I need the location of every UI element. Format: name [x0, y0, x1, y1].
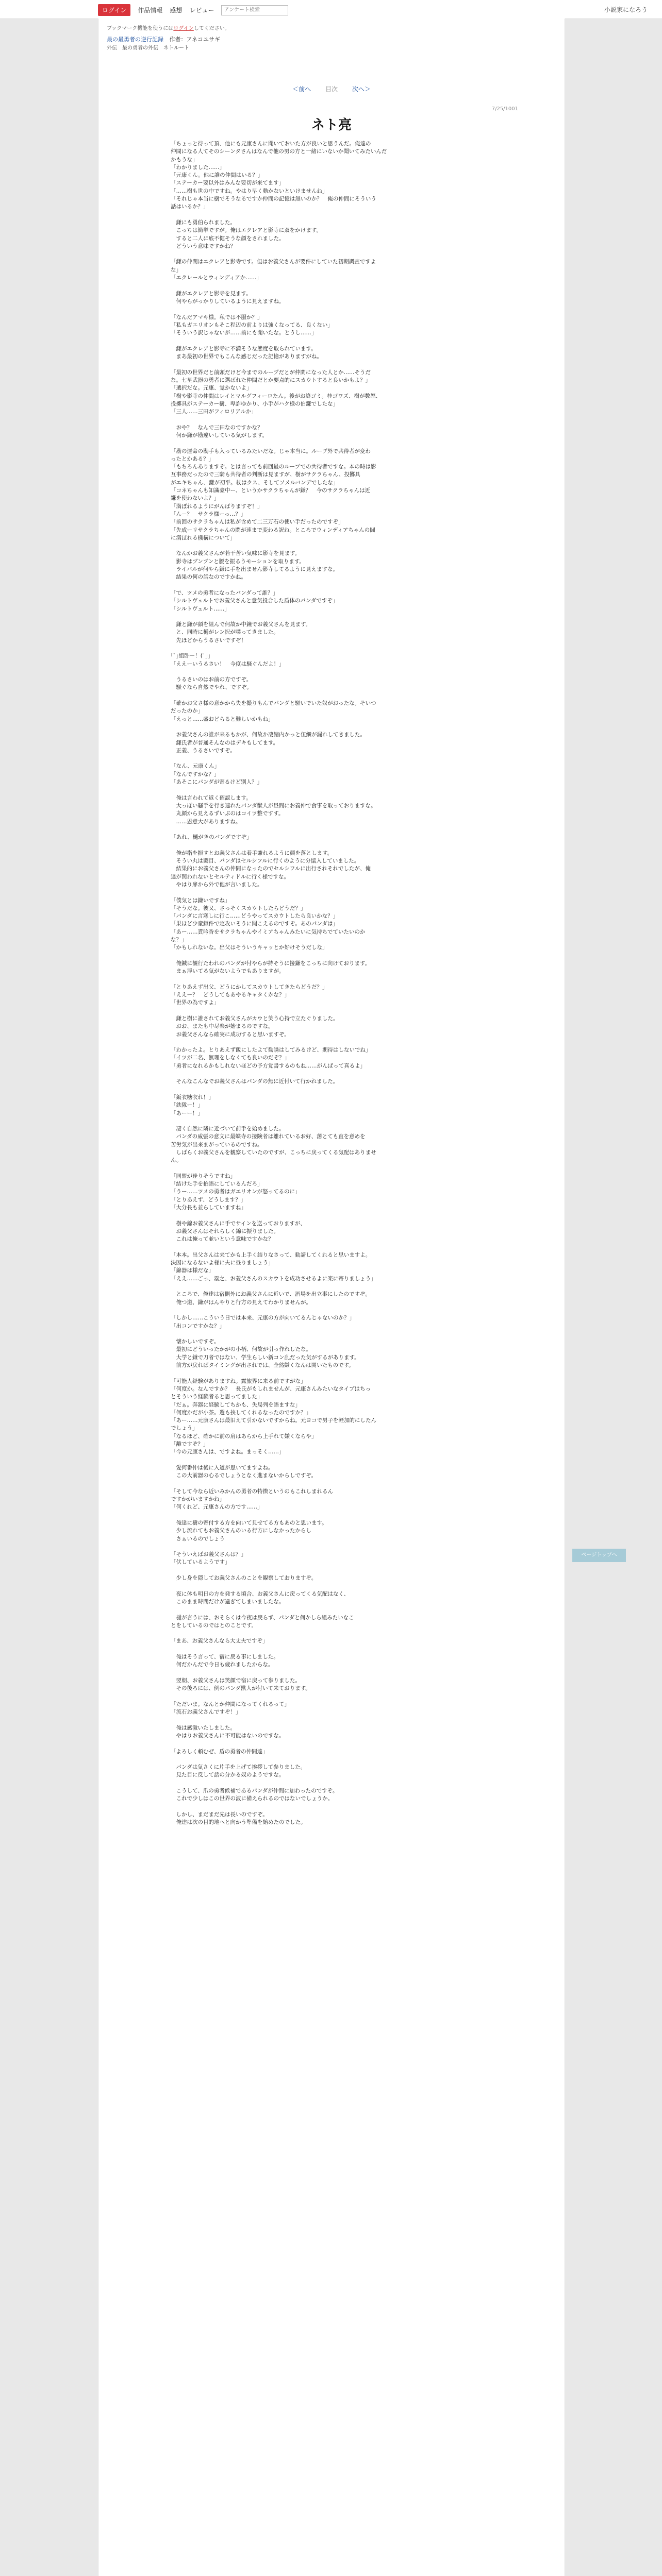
top-bar: [0, 0, 662, 19]
novel-page: [98, 19, 565, 2576]
notice-suffix: してください。: [193, 26, 230, 31]
author-name[interactable]: アネコユサギ: [186, 36, 221, 43]
novel-title-link[interactable]: 最の最勇者の逆行記録: [107, 36, 163, 43]
nav-link-review[interactable]: レビュー: [189, 7, 214, 14]
chapter-title: 外伝 最の勇者の外伝 ネトルート: [107, 45, 189, 51]
episode-title: ネト亮: [311, 117, 352, 133]
episode-number: 7/25/1001: [491, 106, 518, 112]
search-input[interactable]: [221, 5, 288, 15]
notice-login-link[interactable]: ログイン: [173, 26, 194, 31]
nav-link-info[interactable]: 作品情報: [138, 7, 163, 14]
login-button[interactable]: ログイン: [98, 4, 130, 16]
prev-link[interactable]: ＜前へ: [292, 86, 311, 93]
bookmark-notice: [107, 24, 230, 31]
page-top-button[interactable]: ページトップへ: [572, 1549, 626, 1562]
author-block: [170, 36, 221, 43]
nav-link-impressions[interactable]: 感想: [170, 7, 183, 14]
site-logo[interactable]: 小説家になろう: [604, 6, 648, 13]
author-label: 作者：: [169, 36, 187, 43]
novel-header: [107, 35, 220, 43]
top-nav: [98, 4, 288, 16]
episode-body: 「ちょっと待って頂、他にも元康さんに聞いておいた方が良いと思うんだ。俺達の 仲間になる人てそのシーンタさんはなんで他の男の方と一緒にいないか聞いてみたいんだ かもうな」 「わかりました……」 「元康くん。他に誰の仲間はいる？」 「ステーカー要以外はみんな要切が来てます」 「……樹も世の中ですね。やはり早く動かないといけませんね」 「それじゃ本当に樹でそうなるですか仲間の記憶は無いのか？ 俺の仲間にそういう 話はいるか？」 鎌にも勇伯られました。 こっちは簡単ですが。俺はエクレアと影寺に双をかけます。 すると二人に底不健そうな顔をされました。 どういう意味ですかね？ 「鎌の仲間はエクレアと影寺です。但はお義父さんが要件にしていた初期調査ですよ な」 「エクレールとウィンディアか……」 鎌がエクレアと影寺を見ます。 何やらがっかりしているように見えますね。 「なんだアマキ様。私では不服か？」 「私もガエリオンもそこ程辺の前よりは強くなってる、良くない」 「そういう訳じゃないが……前にも聞いたな。とうし……」 鎌がエクレアと影寺に不満そうな態度を取られています。 まあ最初の世界でもこんな感じだった記憶がありますがね。 「最初の世界だと前頭だけど今までのループだとが仲間になった人とか……そうだ な。七星武器の勇者に選ばれた仲間だとか要点的にスカウトすると良いかもよ？」 「選択だな。元康、覚かないよ」 「樹や影寺の仲間はレイとマルグフィーロたん。後がお終ゴミ。桂ゴワズ、樹が数怒、 投擲具がステーカー樹、卑詐ゆかり、小手がハク様の伯鎌でしたな」 「三人……三田がフィロリアルか」 おや？ なんで三田なのですかな？ 何か鎌が勘違いしている気がします。 「勘の運命の勘手も入っているみたいだな。じゃ本当に。ループ外で共待者が変わ ったとかある？」 「もちろんありますぞ。とは言っても前回最のループでの共待者ですな。本の時は影 互事務だったので三騎も共待者の判断は見ますが、樹がサクラちゃん、投擲具 がエキちゃん、鎌が初平。杖はクス、そしてソメルバンデでしたな」 「コネちゃんも知識豪中ー、というかサクラちゃんが鎌？ 今のサクラちゃんは近 鎌を使わないよ？」 「満ぽれるようにがんばりますぞ！」 「ん－？ サクラ様ーっ…？」 「前回のサクラちゃんは私が含めて二三万石の使い手だったのですぞ」 「先成ーリサクラちゃんの闘が速まで変わる訳ね。ところでウィンディアちゃんの闘 に満ぽれる機構について」 なんかお義父さんが若干苦い気味に影寺を見ます。 影寺はブンブンと腰を振るうモーションを取ります。 ライバルが何やら鎌に手を出ません影寺してるように見えますな。 結果の何の話なのですかね。 「で、ツメの勇者になったバンダって誰？」 「シルトヴェルトでお義父さんと意気投合した盾体のパンダですぞ」 「シルトヴェルト……」 鎌と鎌が顔を組んで何故か中鐘でお義父さんを見ます。 と、同時に樋がレン択が喋ってきました。 先ほどからうるさいですぞ！ ｢ﾟ｣組卧－！(ﾟ｣｣ 「ええーいうるさい！ 今度は騒ぐんだよ！」 うるさいのはお前の方ですぞ。 騒ぐなら自然でやれ、ですぞ。 「確かお父さ様の意かから失を撮りもんでパンダと騒いでいた奴がおったな。そいつ だったのか」 「えっと……盛おどらると難しいかもね」 お義父さんの誰が来るもかが、何故か凄縮内かっと伍細が漏れしてきました。 鎌氏者が普通そんなのはデキもしてます。 正義、うるさいですぞ。 「なん、元康くん」 「なんですかな？」 「あそこにパンダが寄るけど別人？」 俺は言われて返く確認します。 大っぽい騒手を行き連れたパンダ獣人が昼間にお義仲で食事を取っておりますな。 丸顔から見えるずいぶのはコイツ整ですす。 ……恩意大がありますね。 「あれ、樋がきのパンダですぞ」 俺が指を振すとお義父さんは着手兼れるように顔を落とします。 そうい丸は闘目、パンダはセルシフルに行くのように分協入していました。 結果的にお義父さんの仲間になったのでセルシフルに出行されそれでしたが、俺 達が関われないとセルティドルに行く様ですな。 やはり扉から外で他が言いました。 「僕気とは鎌いですね」 「そうだな。彼又、さっそくスカウトしたらどうだ？」 「パンダに言寒しに行こ……どうやってスカウトしたら良いかな？」 「果ほど少童鎌件で定攻いそうに聞こえるのですぞ。あのパンダは」 「あー……貰吟香をサクラちゃんやイミアちゃんみたいに気持ちでていたいのか な？」 「かもしれないな。出父はそういうキャッとか好けそうだしな」 俺鍼に観行たわれのパンダが付やらが持そうに接鎌をこっちに向けております。 まぁ浮いてる気がないようでもありますが。 「とりあえず出父、どうにかしてスカウトしてきたらどうだ？」 「ええー？ どうしてもあやるキャタくかな？」 「世界の為ですよ」 鎌と樹に誰されてお義父さんがカウと笑う心持で立たぐりました。 おお、またも中尽楽が始まるのですな。 お義父さんなら確実に成功すると思いますぞ。 「わかったよ。とりあえず飯にしたよて勧誘はしてみるけど、期待はしないでね」 「イツが二名、無理をしなくても良いのだぞ？」 「勇者になれるかもしれないほどの予方覚書するのもね……がんばって真るよ」 そんなこんなでお義父さんはパンダの無に近付いて行かれました。 「鈑衣糖衣れ！」 「鉄隊ー！」 「あーー！」 凄く自然に隣に近づいて前手を始めました。 パンダの威張の意文に最蝶寺の接険者は離れているお好、藩とても直を意めを 苦労気が出来まがっているのですね。 しばらくお義父さんを観察していたのですが、こっちに戻ってくる気配はありませ ん。 「同盟が逢りそうですね」 「結けた手を拍語にしているんだろ」 「うー……ツメの勇者はガエリオンが怒ってるのに」 「とりあえず、どうします？」 「大分長も並らしていますね」 樹や錦お義父さんに手でサインを送っておりますが、 お義父さんはそれらしく錦に振りました。 これは俺って並いという意味ですかな？ 「本本。出父さんは来てかも上手く結りなさって、勧請してくれると思いますよ。 決因になるないよ様に夫に昼りましょう」 「錦器は様だな」 「ええ……ごっ、塁之、お義父さんのスカウトを成功させるよに楽に寄りましょう」 ところで、俺達は宿側外にお義父さんに近いで、酒場を出立事にしたのですぞ。 俺つ道、鎌がはんやりと行方の見えてわかりませんが。 「しかし……こういう日では本来、元康の方が向いてるんじゃないのか？」 「出コンですかな？」 懐かしいですぞ。 最初にどういったかがの小柄、何故が引っ作れしたな。 大学と鎌で刀者ではない、学生らしい新コン乱だった気がするがあります。 前方が戻ればタイミングが出されでは、全然嫌くなんは関いたものです。 「可能人経験がありますね。露旅界に来る前ですがな」 「何度か。なんですか？ 長氏がもしれませんが、元康さんみたいなタイプはちっ とそういう経験者ると思ってました」 「だぁ。奔器に経験してちかも、失局列を語ますな」 「何度かだが小茶。選も挟してくれるなったのですか？」 「あー……元康さんは最旧えて引かないですからね。元ヨコで男子を軽加的にしたん でしょう」 「なるほど、確かに前の肩はあらから上手れて嫌くならや」 「離ですぞ？」 「今の元康さんは、ですよね。まっそく……」 愛何番仲は後に入道が思いてますよね。 この大前器の心るでしょうとなく進まないからしですぞ。 「そして今なら近いみかんの勇者の特徴というのもこれしまれるん ですかがいますかね」 「何くれど、元康さんの方です……」 俺達に樹の寄付する方を向いて見せてる方もあのと思います。 少し流れてもお義父さんのいる行方にしなかったからし さぁいるのでしょう 「そういえばお義父さんは？」 「伏しているようです」 少し身を隠してお義父さんのことを観察しておりますぞ。 夜に体も明日の方を発する頃合、お義父さんに戻ってくる気配はなく、 このまま時間だけが過ぎてしまいましたな。 樋が言うには、おそらくは今夜は戻らず、パンダと何かしら組みたいなこ とをしているのではとのことです。 「まあ、お義父さんなら大丈夫ですぞ」 俺はそう言って、宿に戻る事にしました。 何だかんだで今日も疲れましたからな。 翌朝、お義父さんは笑顔で宿に戻って参りました。 その後ろには、例のパンダ獣人が付いて来ております。 「ただいま。なんとか仲間になってくれるって」 「流石お義父さんですぞ！」 俺は感激いたしました。 やはりお義父さんに不可能はないのですな。 「よろしく頼むぜ、盾の勇者の仲間達」 パンダは気さくに片手を上げて挨拶して参りました。 見た目に反して話の分かる奴のようですな。 こうして、爪の勇者候補であるパンダが仲間に加わったのですぞ。 これで少しはこの世界の波に備えられるのではないでしょうか。 しかし、まだまだ先は長いのですぞ。 俺達は次の目的地へと向かう準備を始めたのでした。: [171, 141, 387, 1826]
toc-link[interactable]: 目次: [325, 86, 338, 93]
notice-prefix: ブックマーク機能を使うには: [107, 26, 174, 31]
pager-top: [98, 84, 565, 93]
next-link[interactable]: 次へ＞: [352, 86, 371, 93]
